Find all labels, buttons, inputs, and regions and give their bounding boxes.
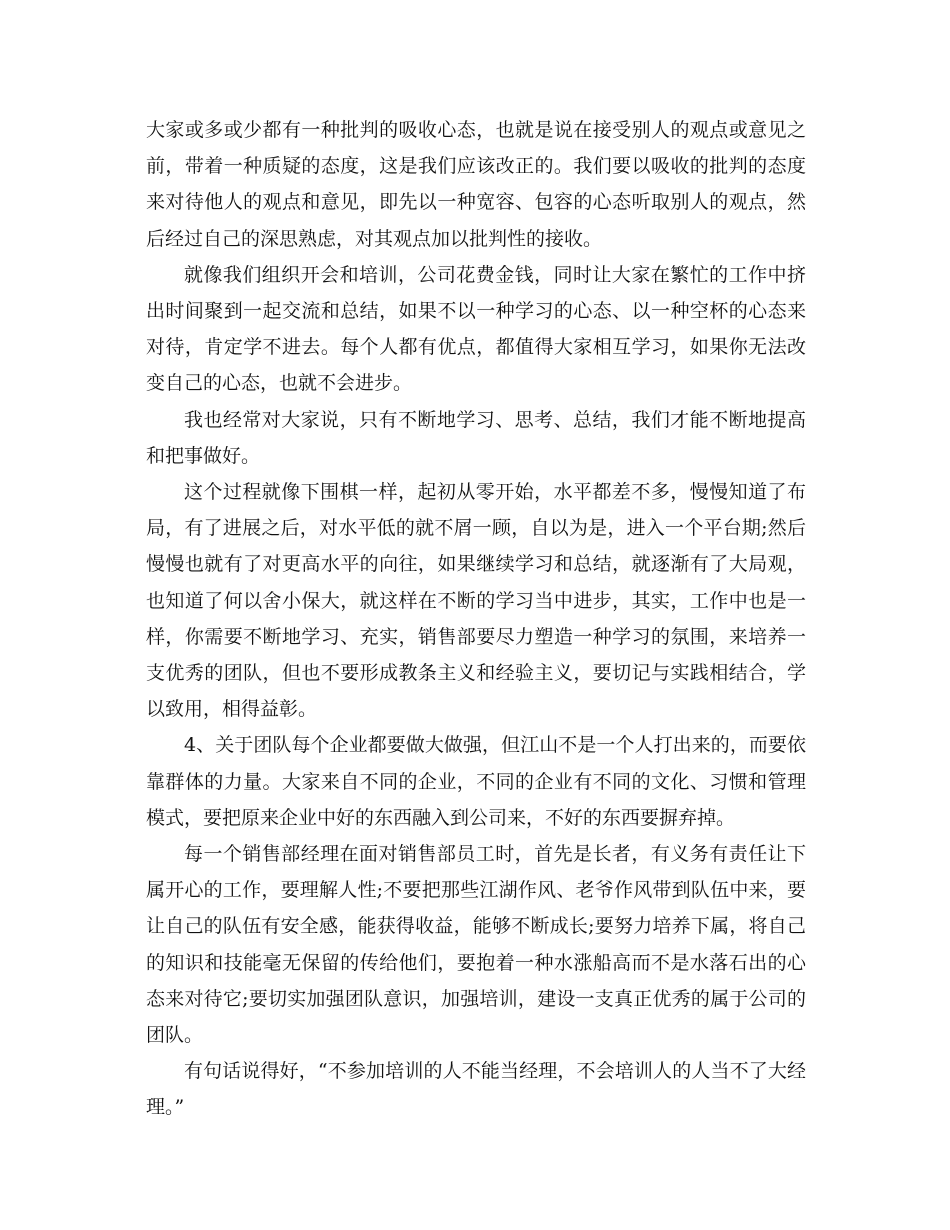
paragraph: 就像我们组织开会和培训，公司花费金钱，同时让大家在繁忙的工作中挤出时间聚到一起交流和总结，如果不以一种学习的心态、以一种空杯的心态来对待，肯定学不进去。每个人都有优点，都值得大家相互学习，如果你无法改变自己的心态，也就不会进步。 bbox=[146, 263, 806, 395]
paragraph: 有句话说得好，“不参加培训的人不能当经理，不会培训人的人当不了大经理。” bbox=[146, 1060, 806, 1119]
document-body bbox=[146, 112, 806, 1126]
paragraph: 每一个销售部经理在面对销售部员工时，首先是长者，有义务有责任让下属开心的工作，要理解人性;不要把那些江湖作风、老爷作风带到队伍中来，要让自己的队伍有安全感，能获得收益，能够不断成长;要努力培养下属，将自己的知识和技能毫无保留的传给他们，要抱着一种水涨船高而不是水落石出的心态来对待它;要切实加强团队意识，加强培训，建设一支真正优秀的属于公司的团队。 bbox=[146, 843, 806, 1047]
paragraph: 我也经常对大家说，只有不断地学习、思考、总结，我们才能不断地提高和把事做好。 bbox=[146, 408, 806, 467]
paragraph: 这个过程就像下围棋一样，起初从零开始，水平都差不多，慢慢知道了布局，有了进展之后，对水平低的就不屑一顾，自以为是，进入一个平台期;然后慢慢也就有了对更高水平的向往，如果继续学习和总结，就逐渐有了大局观，也知道了何以舍小保大，就这样在不断的学习当中进步，其实，工作中也是一样，你需要不断地学习、充实，销售部要尽力塑造一种学习的氛围，来培养一支优秀的团队，但也不要形成教条主义和经验主义，要切记与实践相结合，学以致用，相得益彰。 bbox=[146, 481, 806, 721]
paragraph: 大家或多或少都有一种批判的吸收心态，也就是说在接受别人的观点或意见之前，带着一种质疑的态度，这是我们应该改正的。我们要以吸收的批判的态度来对待他人的观点和意见，即先以一种宽容、包容的心态听取别人的观点，然后经过自己的深思熟虑，对其观点加以批判性的接收。 bbox=[146, 119, 806, 250]
paragraph: 4、关于团队每个企业都要做大做强，但江山不是一个人打出来的，而要依靠群体的力量。大家来自不同的企业，不同的企业有不同的文化、习惯和管理模式，要把原来企业中好的东西融入到公司来，不好的东西要摒弃掉。 bbox=[146, 734, 806, 829]
